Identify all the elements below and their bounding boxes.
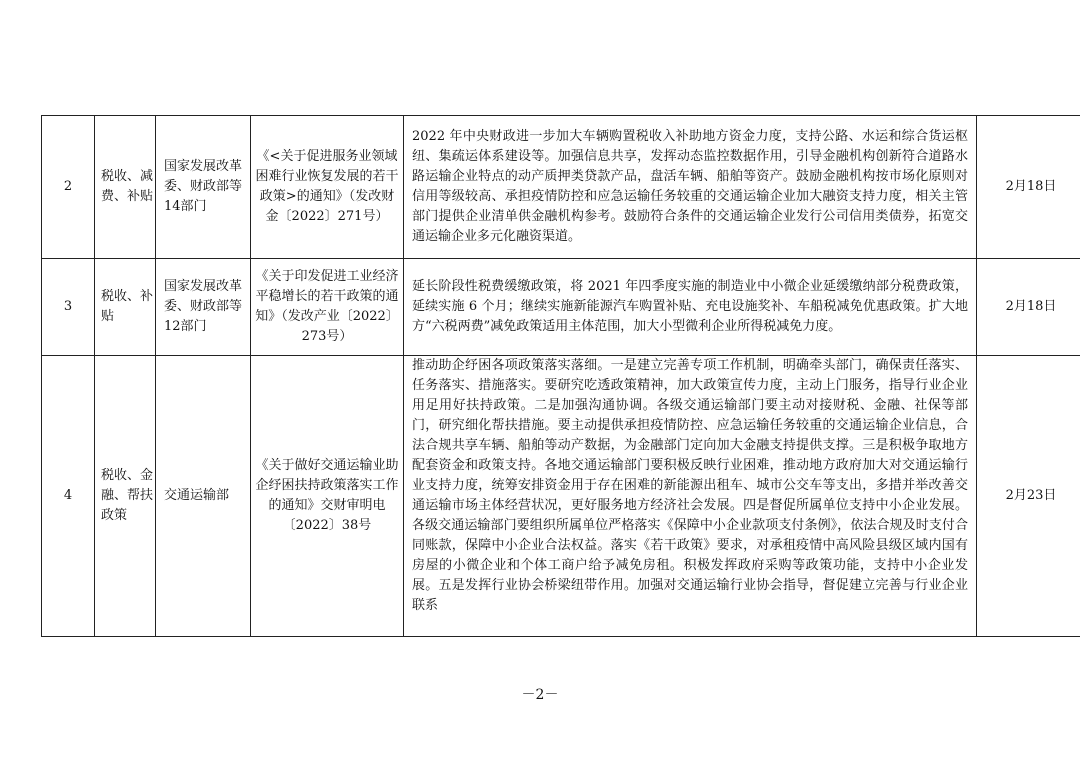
policy-content: 延长阶段性税费缓缴政策，将 2021 年四季度实施的制造业中小微企业延缓缴纳部分税费政策，延续实施 6 个月；继续实施新能源汽车购置补贴、充电设施奖补、车船税减免优惠政策。扩大地方“六税两费”减免政策适用主体范围，加大小型微利企业所得税减免力度。 [404, 259, 977, 356]
policy-type: 税收、补贴 [95, 259, 156, 356]
issuing-department: 国家发展改革委、财政部等12部门 [156, 259, 251, 356]
policy-content-cell [404, 356, 977, 637]
page-number: －2－ [521, 687, 559, 703]
issue-date: 2月18日 [977, 116, 1080, 259]
row-index: 4 [42, 356, 95, 637]
row-index: 3 [42, 259, 95, 356]
issue-date: 2月23日 [977, 356, 1080, 637]
policy-content: 推动助企纾困各项政策落实落细。一是建立完善专项工作机制，明确牵头部门，确保责任落实、任务落实、措施落实。要研究吃透政策精神，加大政策宣传力度，主动上门服务，指导行业企业用足用好扶持政策。二是加强沟通协调。各级交通运输部门要主动对接财税、金融、社保等部门，研究细化帮扶措施。要主动提供承担疫情防控、应急运输任务较重的交通运输企业信息，合法合规共享车辆、船舶等动产数据，为金融部门定向加大金融支持提供支撑。三是积极争取地方配套资金和政策支持。各地交通运输部门要积极反映行业困难，推动地方政府加大对交通运输行业支持力度，统筹安排资金用于存在困难的新能源出租车、城市公交车等支出，多措并举改善交通运输市场主体经营状况，更好服务地方经济社会发展。四是督促所属单位支持中小企业发展。各级交通运输部门要组织所属单位严格落实《保障中小企业款项支付条例》，依法合规及时支付合同账款，保障中小企业合法权益。落实《若干政策》要求，对承租疫情中高风险县级区域内国有房屋的小微企业和个体工商户给予减免房租。积极发挥政府采购等政策功能，支持中小企业发展。五是发挥行业协会桥梁纽带作用。加强对交通运输行业协会指导，督促建立完善与行业企业联系 [412, 358, 968, 613]
issue-date: 2月18日 [977, 259, 1080, 356]
document-title: 《关于做好交通运输业助企纾困扶持政策落实工作的通知》交财审明电〔2022〕38号 [251, 356, 404, 637]
row-index: 2 [42, 116, 95, 259]
table-row [42, 116, 1080, 259]
policy-content: 2022 年中央财政进一步加大车辆购置税收入补助地方资金力度，支持公路、水运和综合货运枢纽、集疏运体系建设等。加强信息共享，发挥动态监控数据作用，引导金融机构创新符合道路水路运输企业特点的动产质押类贷款产品，盘活车辆、船舶等资产。鼓励金融机构按市场化原则对信用等级较高、承担疫情防控和应急运输任务较重的交通运输企业加大融资支持力度，相关主管部门提供企业清单供金融机构参考。鼓励符合条件的交通运输企业发行公司信用类债券，拓宽交通运输企业多元化融资渠道。 [404, 116, 977, 259]
issuing-department: 国家发展改革委、财政部等14部门 [156, 116, 251, 259]
document-title: 《关于印发促进工业经济平稳增长的若干政策的通知》（发改产业〔2022〕273号） [251, 259, 404, 356]
table-row [42, 356, 1080, 637]
table-row [42, 259, 1080, 356]
policy-type: 税收、金融、帮扶政策 [95, 356, 156, 637]
document-title: 《<关于促进服务业领域困难行业恢复发展的若干政策>的通知》（发改财金〔2022〕271号） [251, 116, 404, 259]
issuing-department: 交通运输部 [156, 356, 251, 637]
policy-table [41, 115, 1080, 637]
policy-type: 税收、减费、补贴 [95, 116, 156, 259]
